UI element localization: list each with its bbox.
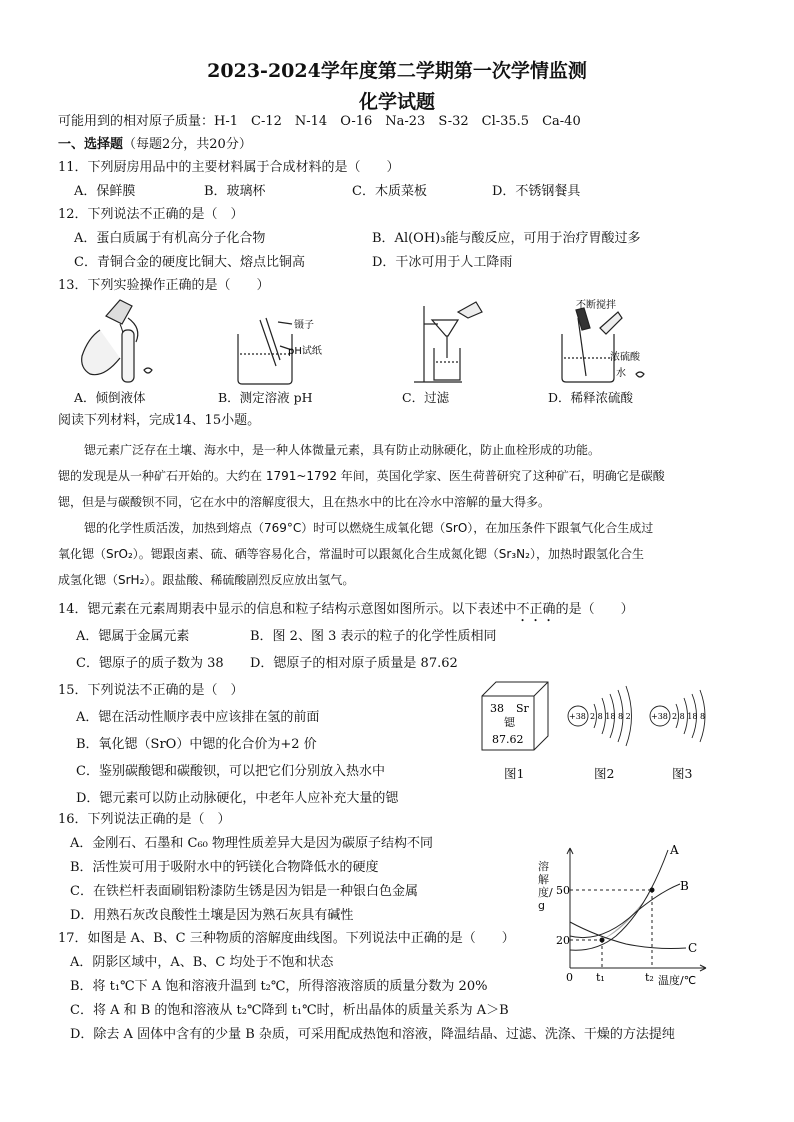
fig2-ion-structure [566, 684, 642, 748]
x-tick-t1: t₁ [596, 971, 605, 984]
solubility-chart [536, 840, 716, 990]
element-symbol: Sr [516, 702, 529, 715]
y-tick-50: 50 [556, 884, 570, 897]
q16-option-b: B．活性炭可用于吸附水中的钙镁化合物降低水的硬度 [70, 860, 379, 875]
fig2-shells: 2 8 18 8 2 [590, 712, 631, 721]
element-mass: 87.62 [492, 733, 524, 746]
q15-option-b: B．氧化锶（SrO）中锶的化合价为+2 价 [76, 737, 317, 752]
q14-stem-emphasis: 不正确 [516, 602, 556, 617]
q17-option-b: B．将 t₁℃下 A 饱和溶液升温到 t₂℃，所得溶液溶质的质量分数为 20% [70, 979, 488, 994]
q11-option-c: C．木质菜板 [352, 184, 427, 199]
q12-option-b: B．Al(OH)₃能与酸反应，可用于治疗胃酸过多 [372, 231, 641, 246]
q15-option-d: D．锶元素可以防止动脉硬化，中老年人应补充大量的锶 [76, 791, 399, 806]
exam-title: 2023-2024学年度第二学期第一次学情监测 [207, 60, 587, 82]
fig2-nucleus: +38 [569, 712, 586, 721]
element-name: 锶 [504, 716, 515, 729]
fig3-nucleus: +38 [651, 712, 668, 721]
q13-option-b: B．测定溶液 pH [218, 390, 313, 405]
reading-p3a: 锶的化学性质活泼，加热到熔点（769°C）时可以燃烧生成氧化锶（SrO），在加压条件下跟氧气化合生成过 [84, 521, 654, 535]
label-water: 水 [616, 368, 626, 379]
reading-material [58, 437, 758, 593]
q12-option-c: C．青铜合金的硬度比铜大、熔点比铜高 [74, 255, 305, 270]
reading-p3c: 成氢化锶（SrH₂）。跟盐酸、稀硫酸剧烈反应放出氢气。 [58, 573, 355, 587]
exam-subtitle: 化学试题 [358, 91, 435, 113]
q17-option-a: A．阴影区域中，A、B、C 均处于不饱和状态 [70, 955, 334, 970]
shaded-region [602, 890, 652, 940]
y-axis-label: 溶解度/g [538, 860, 553, 912]
atomic-masses: 可能用到的相对原子质量：H-1 C-12 N-14 O-16 Na-23 S-32 Cl-35.5 Ca-40 [58, 114, 581, 129]
q11-stem: 11．下列厨房用品中的主要材料属于合成材料的是（ ） [58, 160, 400, 175]
element-card-strontium [480, 680, 550, 754]
fig3-ion-structure [648, 684, 720, 748]
q14-option-a: A．锶属于金属元素 [76, 629, 190, 644]
x-axis-label: 温度/℃ [658, 974, 697, 987]
q14-stem-b: 的是（ ） [555, 602, 634, 617]
q14-stem-a: 14．锶元素在元素周期表中显示的信息和粒子结构示意图如图所示。以下表述中 [58, 602, 517, 617]
reading-p2a: 锶的发现是从一种矿石开始的。大约在 1791~1792 年间，英国化学家、医生荷普研究了这种矿石，明确它是碳酸 [58, 469, 665, 483]
q17-option-c: C．将 A 和 B 的饱和溶液从 t₂℃降到 t₁℃时，析出晶体的质量关系为 A＞B [70, 1003, 509, 1018]
pouring-liquid-illustration [70, 298, 180, 386]
q15-stem: 15．下列说法不正确的是（ ） [58, 683, 244, 698]
q16-option-d: D．用熟石灰改良酸性土壤是因为熟石灰具有碱性 [70, 908, 354, 923]
y-tick-20: 20 [556, 934, 570, 947]
q12-option-a: A．蛋白质属于有机高分子化合物 [74, 231, 266, 246]
filtration-illustration [410, 300, 490, 386]
fig2-caption: 图2 [594, 766, 615, 781]
label-conc-acid: 浓硫酸 [610, 352, 640, 363]
q17-option-d: D．除去 A 固体中含有的少量 B 杂质，可采用配成热饱和溶液，降温结晶、过滤、洗涤、干燥的方法提纯 [70, 1027, 675, 1042]
q16-stem: 16．下列说法正确的是（ ） [58, 812, 231, 827]
element-atomic-number: 38 [490, 702, 504, 715]
series-label-b: B [680, 879, 689, 893]
q15-option-c: C．鉴别碳酸锶和碳酸钡，可以把它们分别放入热水中 [76, 764, 385, 779]
section-note: （每题2分，共20分） [123, 137, 252, 152]
q13-option-c: C．过滤 [402, 390, 450, 405]
series-label-c: C [688, 941, 698, 955]
q13-stem: 13．下列实验操作正确的是（ ） [58, 278, 270, 293]
q12-stem: 12．下列说法不正确的是（ ） [58, 207, 244, 222]
x-tick-0: 0 [566, 971, 573, 984]
curve-c [570, 922, 686, 949]
ph-test-illustration [232, 310, 352, 386]
q12-option-d: D．干冰可用于人工降雨 [372, 255, 513, 270]
q11-option-a: A．保鲜膜 [74, 184, 136, 199]
section-label: 一、选择题 [58, 137, 124, 152]
point-t2 [650, 888, 655, 893]
q16-option-c: C．在铁栏杆表面刷铝粉漆防生锈是因为铝是一种银白色金属 [70, 884, 418, 899]
q13-option-d: D．稀释浓硫酸 [548, 390, 634, 405]
label-ph-paper: pH试纸 [288, 346, 322, 357]
curve-a [570, 850, 668, 950]
label-tweezers: 镊子 [294, 320, 314, 331]
q14-stem [58, 602, 634, 625]
label-stir: 不断搅拌 [576, 300, 616, 311]
dilution-illustration [548, 298, 658, 386]
section-heading [58, 137, 252, 153]
series-label-a: A [670, 843, 679, 857]
q11-option-b: B．玻璃杯 [204, 184, 266, 199]
q11-option-d: D．不锈钢餐具 [492, 184, 581, 199]
x-tick-t2: t₂ [645, 971, 654, 984]
q15-option-a: A．锶在活动性顺序表中应该排在氢的前面 [76, 710, 320, 725]
q14-option-b: B．图 2、图 3 表示的粒子的化学性质相同 [250, 629, 497, 644]
fig3-caption: 图3 [672, 766, 693, 781]
q16-option-a: A．金刚石、石墨和 C₆₀ 物理性质差异大是因为碳原子结构不同 [70, 836, 434, 851]
reading-p2b: 锶，但是与碳酸钡不同，它在水中的溶解度很大，且在热水中的比在冷水中溶解的量大得多。 [58, 495, 551, 509]
q14-option-c: C．锶原子的质子数为 38 [76, 656, 224, 671]
fig3-shells: 2 8 18 8 [672, 712, 706, 721]
reading-p1: 锶元素广泛存在土壤、海水中，是一种人体微量元素，具有防止动脉硬化，防止血栓形成的功能。 [84, 443, 601, 457]
q14-option-d: D．锶原子的相对原子质量是 87.62 [250, 656, 458, 671]
point-t1 [600, 938, 605, 943]
reading-intro: 阅读下列材料，完成14、15小题。 [58, 413, 261, 428]
q17-stem: 17．如图是 A、B、C 三种物质的溶解度曲线图。下列说法中正确的是（ ） [58, 931, 515, 946]
q13-option-a: A．倾倒液体 [74, 390, 146, 405]
reading-p3b: 氧化锶（SrO₂）。锶跟卤素、硫、硒等容易化合，常温时可以跟氮化合生成氮化锶（Sr₃N₂），加热时跟氢化合生 [58, 547, 644, 561]
fig1-caption: 图1 [504, 766, 525, 781]
